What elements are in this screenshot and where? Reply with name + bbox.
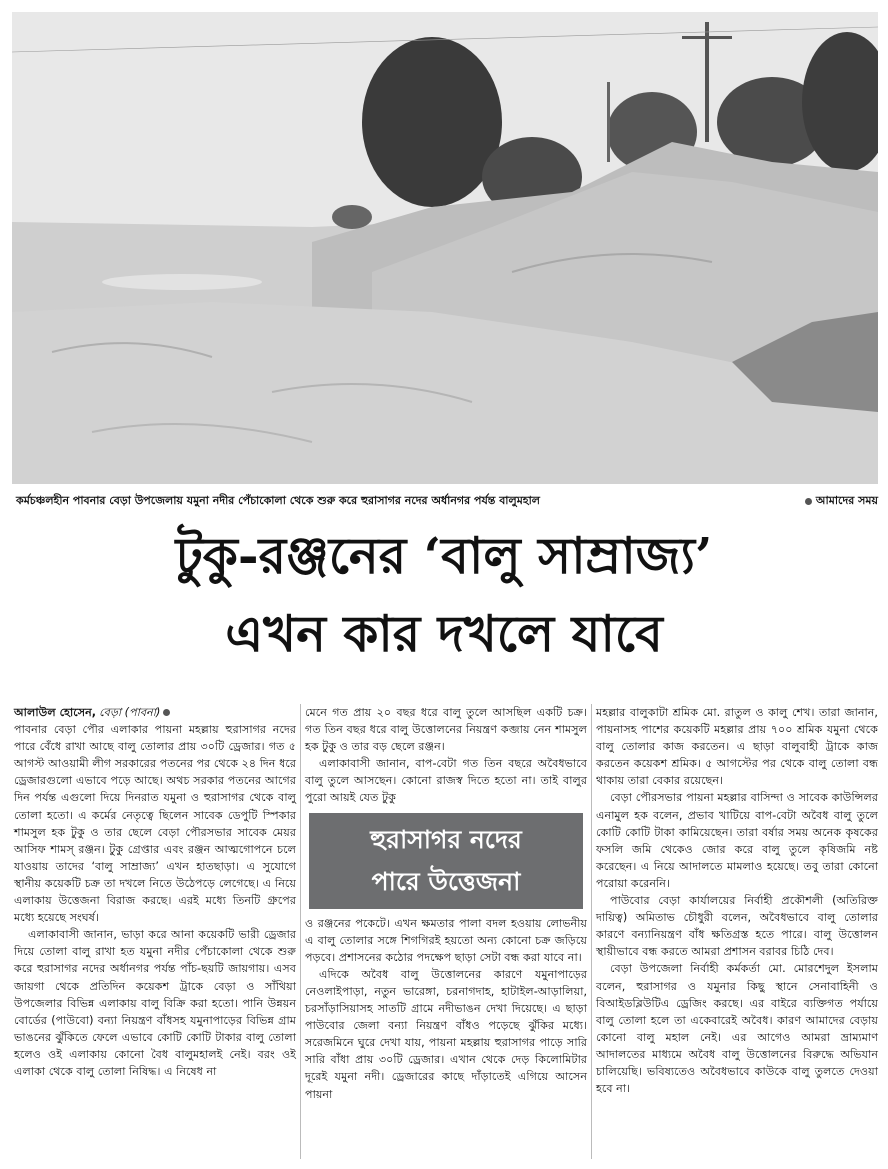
headline-line-1: টুকু-রঞ্জনের ‘বালু সাম্রাজ্য’	[175, 526, 713, 585]
paragraph: পাবনার বেড়া পৌর এলাকার পায়না মহল্লায় হুরাসাগর নদের পারে বেঁধে রাখা আছে বালু তোলার প্রায় ৩০টি ড্রেজার। গত ৫ আগস্ট আওয়ামী লীগ সরকারের পতনের পর থেকে ২৪ দিন ধরে ড্রেজারগুলো এভাবে পড়ে আছে। অথচ সরকার পতনের আগের দিন পর্যন্ত এগুলো দিয়ে দিনরাত যমুনা ও হুরাসাগর থেকে বালু তোলা হতো। এ কর্মের নেতৃত্বে ছিলেন সাবেক ডেপুটি স্পিকার শামসুল হক টুকু ও তার ছেলে বেড়া পৌরসভার সাবেক মেয়র আসিফ শামস্ রঞ্জন। টুকু গ্রেপ্তার এবং রঞ্জন আত্মগোপনে চলে যাওয়ায় তাদের ‘বালু সাম্রাজ্য’ এখন হাতছাড়া। এ সুযোগে স্থানীয় কয়েকটি চক্র তা দখলে নিতে উঠেপড়ে লেগেছে। এ নিয়ে এলাকায় উত্তেজনা বিরাজ করছে। এরই মধ্যে তিনটি গ্রুপের মধ্যে হয়েছে সংঘর্ষ।	[14, 723, 296, 925]
sand-dunes-photo	[12, 12, 878, 484]
column-divider	[591, 704, 592, 1159]
paragraph: বেড়া পৌরসভার পায়না মহল্লার বাসিন্দা ও সাবেক কাউন্সিলর এনামুল হক বলেন, প্রভাব খাটিয়ে বাপ-বেটা অবৈধ বালু তুলে কোটি কোটি টাকা কামিয়েছেন। তারা বর্ষার সময় অনেক কৃষকের ফসলি জমি থেকেও জোর করে বালু তুলে কৃষিজমি নষ্ট করেছেন। এ নিয়ে আদালতে মামলাও হয়েছে। তবু তারা কোনো পরোয়া করেননি।	[596, 791, 878, 890]
paragraph: ও রঞ্জনের পকেটে। এখন ক্ষমতার পালা বদল হওয়ায় লোভনীয় এ বালু তোলার সঙ্গে শিগগিরই হয়তো অন্য কোনো চক্র জড়িয়ে পড়বে। প্রশাসনের কঠোর পদক্ষেপ ছাড়া সেটা বন্ধ করা যাবে না।	[305, 916, 587, 964]
paragraph: পাউবোর বেড়া কার্যালয়ের নির্বাহী প্রকৌশলী (অতিরিক্ত দায়িত্ব) অমিতাভ চৌধুরী বলেন, অবৈধভাবে বালু তোলার কারণে বন্যানিয়ন্ত্রণ বাঁধ ক্ষতিগ্রস্ত হতে পারে। বালু উত্তোলন স্থায়ীভাবে বন্ধ করতে আমরা প্রশাসন বরাবর চিঠি দেব।	[596, 894, 878, 959]
photo-credit-text: আমাদের সময়	[815, 493, 878, 507]
paragraph: এদিকে অবৈধ বালু উত্তোলনের কারণে যমুনাপাড়ের নেওলাইপাড়া, নতুন ভারেঙ্গা, চরনাগদাহ, হাটাইল-আড়ালিয়া, চরসাঁড়াসিয়াসহ সাতটি গ্রামে নদীভাঙন দেখা দিয়েছে। এ ছাড়া পাউবোর জেলা বন্যা নিয়ন্ত্রণ বাঁধও পড়েছে ঝুঁকির মধ্যে। সরেজমিনে ঘুরে দেখা যায়, পায়না মহল্লায় হুরাসাগর পাড়ে সারি সারি বাঁধা প্রায় ৩০টি ড্রেজার। এখান থেকে দেড় কিলোমিটার দূরেই যমুনা নদী। ড্রেজারের কাছে দাঁড়াতেই এগিয়ে আসেন পায়না	[305, 967, 587, 1101]
subhead-line-2: পারে উত্তেজনা	[371, 866, 521, 896]
subhead-box	[309, 813, 583, 909]
paragraph: এলাকাবাসী জানান, ভাড়া করে আনা কয়েকটি ভারী ড্রেজার দিয়ে তোলা বালু রাখা হত যমুনা নদীর পেঁচাকোলা থেকে শুরু করে হুরাসাগর নদের অর্ধানগর পর্যন্ত পাঁচ-ছয়টি জায়গায়। এসব জায়গা থেকে প্রতিদিন কয়েকশ ট্রাকে বেড়া ও সাঁথিয়া উপজেলার বিভিন্ন এলাকায় বালু বিক্রি করা হতো। পানি উন্নয়ন বোর্ডের (পাউবো) বন্যা নিয়ন্ত্রণ বাঁধসহ যমুনাপাড়ের বিভিন্ন গ্রাম ভাঙনের ঝুঁকিতে ফেলে এভাবে কোটি কোটি টাকার বালু তোলা হলেও ওই এলাকায় কোনো বৈধ বালুমহালই নেই। বরং ওই এলাকা থেকে বালু তোলা নিষিদ্ধ। এ নিষেধ না	[14, 928, 296, 1078]
byline	[14, 704, 296, 721]
paragraph: বেড়া উপজেলা নির্বাহী কর্মকর্তা মো. মোরশেদুল ইসলাম বলেন, হুরাসাগর ও যমুনার কিছু স্থানে সেনাবাহিনী ও বিআইডব্লিউটিএ ড্রেজিং করছে। এর বাইরে ব্যক্তিগত পর্যায়ে বালু তোলা হলে তা একেবারেই অবৈধ। কারণ আমাদের বেড়ায় কোনো বালু মহাল নেই। এর আগেও আমরা ভ্রাম্যমাণ আদালতের মাধ্যমে অবৈধ বালু উত্তোলনের বিরুদ্ধে অভিযান চালিয়েছি। ভবিষ্যতেও অবৈধভাবে কাউকে বালু তুলতে দেওয়া হবে না।	[596, 962, 878, 1096]
photo-caption: কর্মচঞ্চলহীন পাবনার বেড়া উপজেলায় যমুনা নদীর পেঁচাকোলা থেকে শুরু করে হুরাসাগর নদের অর্ধানগর পর্যন্ত বালুমহাল	[16, 493, 540, 507]
byline-name: আলাউল হোসেন,	[14, 706, 97, 719]
column-divider	[300, 704, 301, 1159]
bullet-icon	[163, 709, 170, 716]
photo-credit	[805, 492, 878, 511]
article-column-2	[305, 704, 587, 1103]
news-photo	[12, 12, 878, 484]
paragraph: এলাকাবাসী জানান, বাপ-বেটা গত তিন বছরে অবৈধভাবে বালু তুলে আসছেন। কোনো রাজস্ব দিতে হতো না। তাই বালুর পুরো আয়ই যেত টুকু	[305, 757, 587, 805]
bullet-icon	[805, 498, 812, 505]
paragraph: মহল্লার বালুকাটা শ্রমিক মো. রাতুল ও কালু শেখ। তারা জানান, পায়নাসহ পাশের কয়েকটি মহল্লার প্রায় ৭০০ শ্রমিক যমুনা থেকে বালু তোলার কাজ করতেন। এ ছাড়া বালুবাহী ট্রাকে কাজ করতেন কয়েকশ শ্রমিক। ৫ আগস্টের পর থেকে বালু তোলা বন্ধ থাকায় তারা বেকার রয়েছেন।	[596, 706, 878, 788]
headline-line-2: এখন কার দখলে যাবে	[225, 604, 663, 663]
article-column-3	[596, 704, 878, 1097]
paragraph: মেনে গত প্রায় ২০ বছর ধরে বালু তুলে আসছিল একটি চক্র। গত তিন বছর ধরে বালু উত্তোলনের নিয়ন্ত্রণ কব্জায় নেন শামসুল হক টুকু ও তার বড় ছেলে রঞ্জন।	[305, 706, 587, 754]
article-column-1	[14, 704, 296, 1080]
subhead-line-1: হুরাসাগর নদের	[370, 824, 522, 854]
byline-location: বেড়া (পাবনা)	[99, 706, 161, 719]
photo-caption-row	[16, 490, 878, 512]
